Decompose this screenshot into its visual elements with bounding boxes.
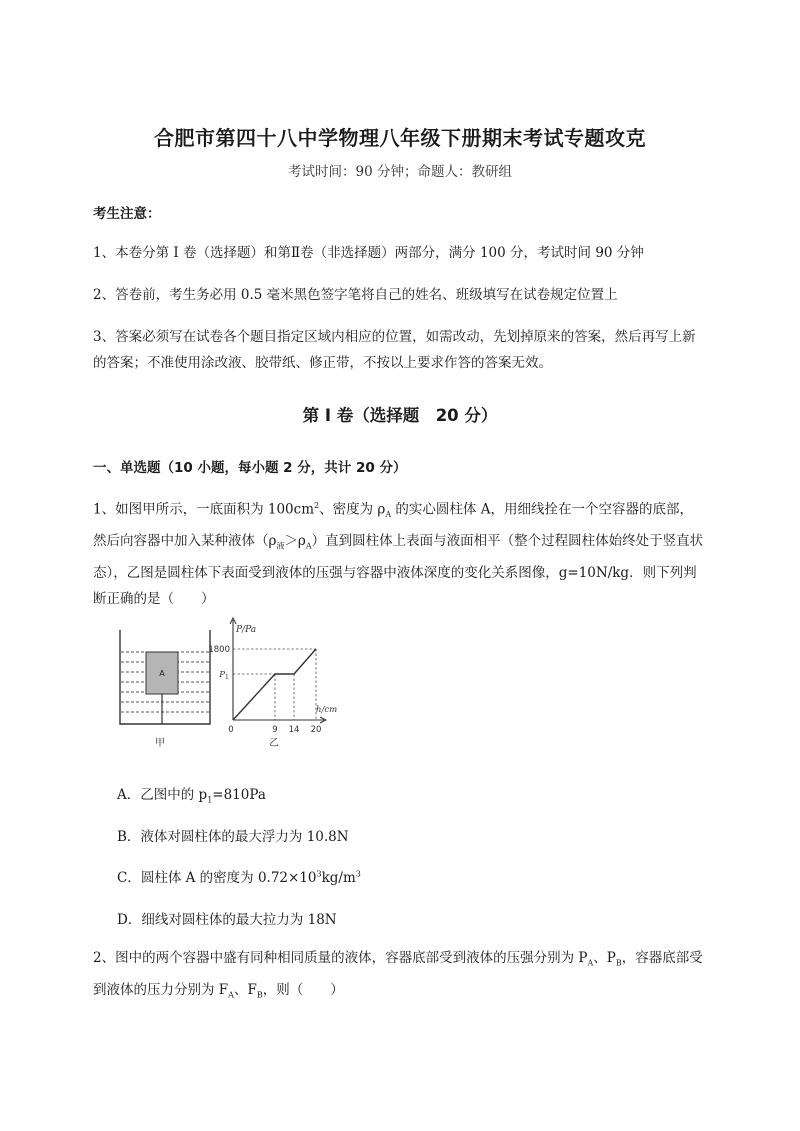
notice-item-2: 2、答卷前，考生务必用 0.5 毫米黑色签字笔将自己的姓名、班级填写在试卷规定位置上: [93, 287, 618, 303]
page-title: 合肥市第四十八中学物理八年级下册期末考试专题攻克: [154, 126, 646, 150]
figure-jia-label: 甲: [155, 738, 165, 749]
question-1-text: 1、如图甲所示，一底面积为 $100cm^2$、密度为 $\rho_A$ 的实心圆柱体 A，用细线拴在一个空容器的底部，然后向容器中加入某种液体$(\rho_液>\rho_A)$直到圆柱体上表面与液面相平（整个过程圆柱体始终处于竖直状态），乙图是圆柱体下表面受到液体的压强与容器中液体深度的变化关系图像，g=10N/kg．则下列判断正确的是（ ）: [93, 501, 704, 607]
y-tick-p1-subscript: 1: [225, 674, 229, 681]
x-tick-14: 14: [288, 725, 300, 735]
container-diagram: [120, 630, 210, 724]
notice-heading: 考生注意：: [93, 206, 161, 222]
question-2-text: 2、图中的两个容器中盛有同种相同质量的液体，容器底部受到液体的压强分别为 $P_A$、$P_B$，容器底部受到液体的压力分别为 $F_A$、$F_B$，则（ ）: [93, 950, 703, 1000]
option-a[interactable]: A．乙图中的 $p_1=810Pa$: [117, 787, 266, 805]
option-b[interactable]: B．液体对圆柱体的最大浮力为 10.8N: [117, 829, 349, 845]
question-1-figure: [112, 612, 352, 754]
y-tick-p1: P: [219, 670, 225, 680]
section-title: 第 I 卷（选择题 20 分）: [302, 406, 498, 425]
cylinder-label: A: [159, 669, 165, 678]
x-tick-20: 20: [310, 725, 322, 735]
figure-yi-label: 乙: [269, 738, 279, 749]
question-group-heading: 一、单选题（10 小题，每小题 2 分，共计 20 分）: [93, 460, 407, 476]
option-c[interactable]: C．圆柱体 A 的密度为 $0.72\times 10^3kg/m^3$: [117, 869, 361, 886]
option-d[interactable]: D．细线对圆柱体的最大拉力为 18N: [117, 912, 337, 928]
notice-item-3: 3、答案必须写在试卷各个题目指定区域内相应的位置，如需改动，先划掉原来的答案，然后再写上新的答案；不准使用涂改液、胶带纸、修正带，不按以上要求作答的答案无效。: [93, 329, 696, 371]
x-tick-9: 9: [272, 725, 278, 735]
y-tick-1800: 1800: [208, 645, 230, 655]
y-axis-label: P/Pa: [236, 625, 257, 635]
notice-item-1: 1、本卷分第 I 卷（选择题）和第Ⅱ卷（非选择题）两部分，满分 100 分，考试时间 90 分钟: [93, 245, 644, 261]
x-axis-label: h/cm: [316, 705, 338, 715]
exam-info: 考试时间：90 分钟；命题人：教研组: [288, 164, 512, 180]
origin-label: 0: [228, 725, 234, 735]
